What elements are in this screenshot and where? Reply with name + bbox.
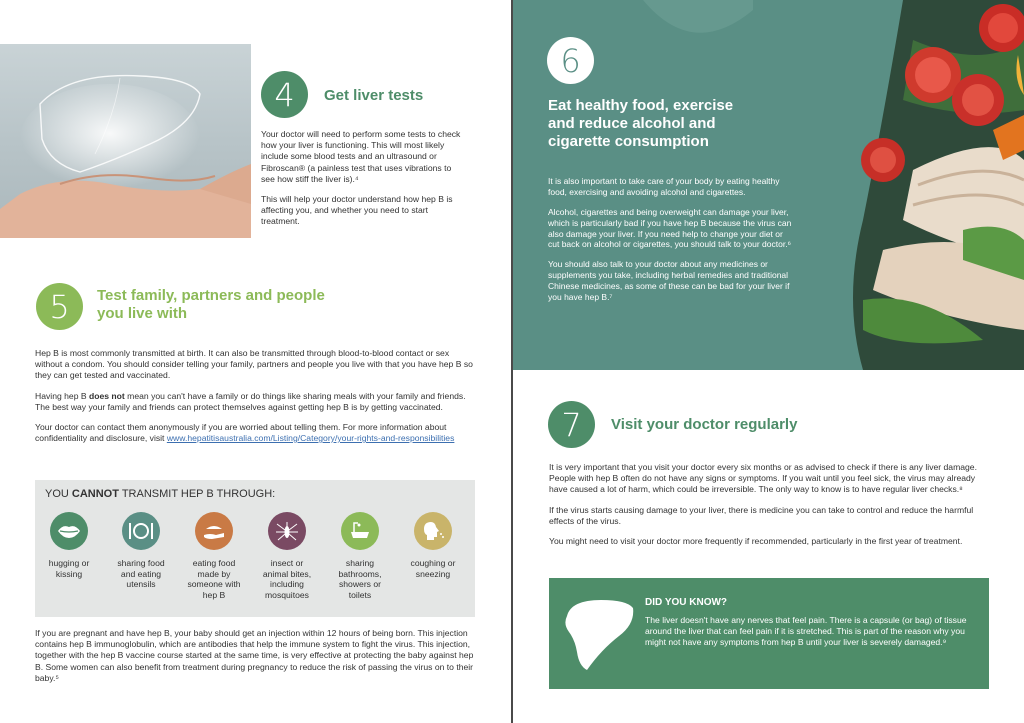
cannot-label-hugging: hugging or kissing bbox=[48, 558, 90, 579]
cough-head-icon bbox=[414, 512, 452, 550]
step-6-panel bbox=[513, 0, 1024, 370]
food-hand-icon bbox=[195, 512, 233, 550]
step-5-title-line-1: Test family, partners and people bbox=[97, 287, 325, 304]
step-4-para-1: Your doctor will need to perform some tests to check how your liver is functioning. This will most likely include some blood tests and an ultrasound or Fibroscan® (a painless test that uses vibrations to see how stiff the liver is).⁴ bbox=[261, 129, 461, 184]
step-7-body bbox=[549, 462, 989, 556]
step-4-para-2: This will help your doctor understand how hep B is affecting you, and whether you need to start treatment. bbox=[261, 193, 453, 227]
cannot-transmit-heading bbox=[45, 488, 275, 500]
bathtub-icon bbox=[341, 512, 379, 550]
para-2-text-b: mean you can't have a family or do things like sharing meals with your family and friends. The best way your family and friends can protect themselves against getting hep B is by getting vaccinated. bbox=[35, 390, 466, 412]
lips-icon bbox=[50, 512, 88, 550]
mosquito-icon bbox=[268, 512, 306, 550]
step-6-number: 6 bbox=[547, 37, 594, 84]
heading-part-a: YOU bbox=[45, 488, 72, 500]
step-5-para-1: Hep B is most commonly transmitted at birth. It can also be transmitted through blood-to-blood contact or sex without a condom. You should consider telling your family, partners and people you live with that you have hep B so they can get tested and vaccinated. bbox=[35, 348, 473, 381]
step-6-title bbox=[548, 97, 733, 151]
step-7-title: Visit your doctor regularly bbox=[611, 416, 798, 433]
cannot-item-eating-food bbox=[184, 512, 244, 601]
hand-liver-photo bbox=[0, 44, 251, 238]
step-6-para-2: Alcohol, cigarettes and being overweight can damage your liver, which is particularly bad if you have hep B because the virus can also damage your liver. If you need help to change your diet or cut back on alcohol or cigarettes, you should talk to your doctor.⁶ bbox=[548, 206, 792, 250]
cannot-label-coughing: coughing or sneezing bbox=[410, 558, 456, 579]
step-6-para-3: You should also talk to your doctor about any medicines or supplements you take, including herbal remedies and traditional Chinese medicines, as some of these can be bad for your liver if you have hep B.⁷ bbox=[548, 259, 790, 302]
cannot-label-eating-food: eating food made by someone with hep B bbox=[187, 558, 241, 601]
heading-bold: CANNOT bbox=[71, 488, 119, 500]
heading-part-b: TRANSMIT HEP B THROUGH: bbox=[118, 488, 276, 500]
step-6-title-line-3: cigarette consumption bbox=[548, 133, 709, 150]
cannot-label-insect-bites: insect or animal bites, including mosquitoes bbox=[262, 558, 312, 601]
cannot-label-bathrooms: sharing bathrooms, showers or toilets bbox=[338, 558, 382, 601]
plate-utensils-icon bbox=[122, 512, 160, 550]
cannot-item-hugging bbox=[39, 512, 99, 579]
step-4-title: Get liver tests bbox=[324, 87, 424, 104]
cannot-item-coughing bbox=[403, 512, 463, 579]
para-3-text: Your doctor can contact them anonymously if you are worried about telling them. For more information about confidentiality and disclosure, visit bbox=[35, 421, 447, 444]
rights-responsibilities-link[interactable]: www.hepatitisaustralia.com/Listing/Category/your-rights-and-responsibilities bbox=[166, 433, 455, 444]
step-4-body bbox=[261, 129, 461, 236]
did-you-know-text: The liver doesn't have any nerves that feel pain. There is a capsule (or bag) of tissue around the liver that can feel pain if it is stretched. This is part of the reason why you might not have any symptoms from hep B until your liver is severely damaged.⁹ bbox=[645, 615, 967, 647]
para-2-bold: does not bbox=[88, 390, 125, 401]
step-6-title-line-2: and reduce alcohol and bbox=[548, 115, 716, 132]
salad-food-photo bbox=[843, 0, 1024, 370]
step-6-para-1: It is also important to take care of your body by eating healthy food, exercising and avoiding alcohol and cigarettes. bbox=[548, 176, 780, 197]
step-4-number: 4 bbox=[261, 71, 308, 118]
step-5-para-3 bbox=[35, 422, 475, 444]
para-2-text-a: Having hep B bbox=[35, 390, 89, 401]
leaf-decoration bbox=[633, 0, 753, 70]
cannot-label-sharing-food: sharing food and eating utensils bbox=[117, 558, 165, 590]
did-you-know-box bbox=[549, 578, 989, 689]
step-7-para-3: You might need to visit your doctor more frequently if recommended, particularly in the first year of treatment. bbox=[549, 535, 963, 546]
liver-icon bbox=[561, 596, 637, 674]
right-page bbox=[513, 0, 1024, 723]
did-you-know-heading: DID YOU KNOW? bbox=[645, 597, 728, 608]
cannot-item-sharing-food bbox=[111, 512, 171, 590]
step-7-para-1: It is very important that you visit your doctor every six months or as advised to check if there is any liver damage. People with hep B often do not have any signs or symptoms. If you wait until you feel sick, the virus may already have caused a lot of harm, which could be irreversible. The only way to know is to have regular liver checks.⁸ bbox=[549, 462, 977, 495]
step-6-title-line-1: Eat healthy food, exercise bbox=[548, 97, 734, 114]
step-5-title bbox=[97, 287, 325, 323]
cannot-transmit-box bbox=[35, 480, 475, 617]
pregnancy-paragraph: If you are pregnant and have hep B, your baby should get an injection within 12 hours of being born. This injection contains hep B immunoglobulin, which are antibodies that help the immune system to fight the virus. This injection, together with the hep B vaccine course started at the same time, is very effective at protecting the baby against hep B. Some women can also benefit from treatment during pregnancy to reduce the risk of passing the virus on to their baby.⁵ bbox=[35, 628, 474, 683]
cannot-item-bathrooms bbox=[330, 512, 390, 601]
cannot-item-insect-bites bbox=[257, 512, 317, 601]
step-7-number: 7 bbox=[548, 401, 595, 448]
step-7-para-2: If the virus starts causing damage to your liver, there is medicine you can take to control and reduce the harmful effects of the virus. bbox=[549, 504, 974, 526]
step-5-para-2 bbox=[35, 391, 475, 413]
step-5-title-line-2: you live with bbox=[97, 305, 188, 322]
step-5-body bbox=[35, 348, 475, 453]
step-6-body bbox=[548, 176, 793, 312]
left-page bbox=[0, 0, 511, 723]
step-5-number: 5 bbox=[36, 283, 83, 330]
